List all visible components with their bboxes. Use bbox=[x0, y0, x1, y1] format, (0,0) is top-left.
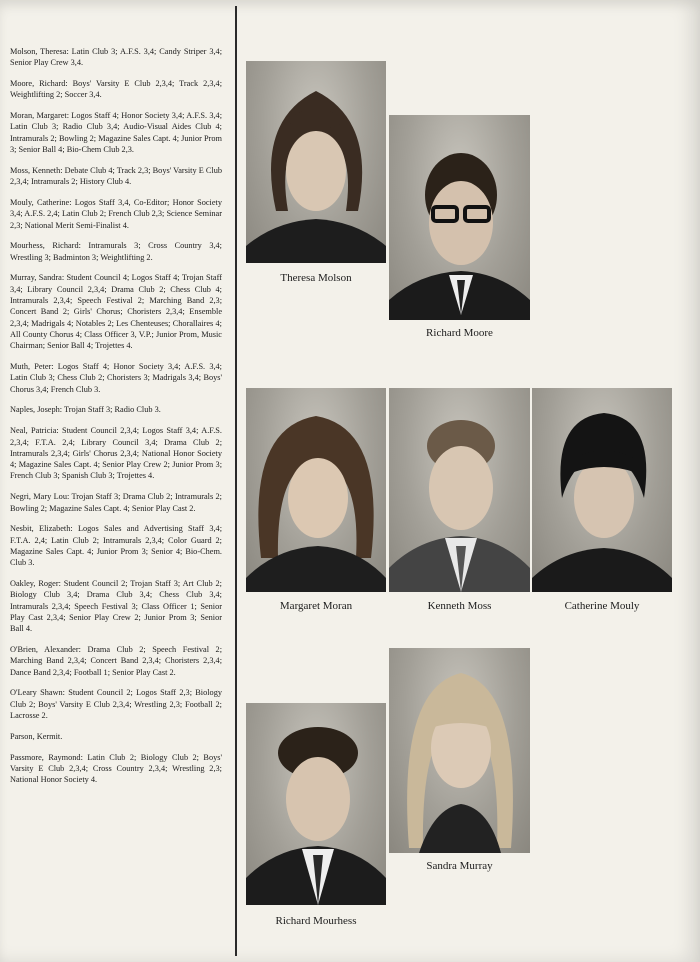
portrait-photo-richard-moore bbox=[389, 115, 530, 320]
bio-entry: Negri, Mary Lou: Trojan Staff 3; Drama Club 2; Intramurals 2; Bowling 2; Magazine Sales Capt. 4; Senior Play Cast 2. bbox=[10, 492, 222, 513]
portrait-photo-catherine-mouly bbox=[532, 388, 672, 592]
portrait-caption: Sandra Murray bbox=[426, 860, 493, 872]
portrait-caption: Theresa Molson bbox=[280, 272, 352, 284]
portrait-caption: Margaret Moran bbox=[279, 600, 353, 612]
portrait-photo-theresa-molson bbox=[246, 61, 386, 263]
portrait-photo-richard-mourhess bbox=[246, 703, 386, 905]
bio-entry: Nesbit, Elizabeth: Logos Sales and Advertising Staff 3,4; F.T.A. 2,4; Latin Club 2; Intramurals 2,3,4; Color Guard 2; Magazine Sales Capt. 4; Junior Prom 3; Senior 4; Bio-Chem. Club 3. bbox=[10, 524, 222, 568]
portrait-caption: Richard Moore bbox=[426, 327, 493, 339]
bio-entry: Mouly, Catherine: Logos Staff 3,4, Co-Editor; Honor Society 3,4; A.F.S. 2,4; Latin Club 2; French Club 2,3; Science Seminar 2,3; National Merit Semi-Finalist 4. bbox=[10, 197, 222, 230]
portrait-caption: Richard Mourhess bbox=[275, 915, 357, 927]
portrait-photo-margaret-moran bbox=[246, 388, 386, 592]
bio-entry: O'Brien, Alexander: Drama Club 2; Speech Festival 2; Marching Band 2,3,4; Concert Band 2,3,4; Choristers 2,3,4; Dance Band 2,3,4; Football 1; Senior Play Cast 2. bbox=[10, 644, 222, 677]
bio-entry: Muth, Peter: Logos Staff 4; Honor Society 3,4; A.F.S. 3,4; Latin Club 3; Chess Club 2; Choristers 3; Madrigals 3,4; Boys' Chorus 3,4; French Club 3. bbox=[10, 362, 222, 394]
bio-entry: Naples, Joseph: Trojan Staff 3; Radio Club 3. bbox=[10, 405, 161, 415]
bio-entry: Molson, Theresa: Latin Club 3; A.F.S. 3,4; Candy Striper 3,4; Senior Play Crew 3,4. bbox=[10, 47, 222, 68]
bio-entry: Moss, Kenneth: Debate Club 4; Track 2,3; Boys' Varsity E Club 2,3,4; Intramurals 2; History Club 4. bbox=[10, 165, 222, 187]
portrait-caption: Catherine Mouly bbox=[564, 600, 640, 612]
column-divider bbox=[235, 6, 237, 956]
bio-entry: Moore, Richard: Boys' Varsity E Club 2,3,4; Track 2,3,4; Weightlifting 2; Soccer 3,4. bbox=[10, 79, 222, 100]
portrait-photo-kenneth-moss bbox=[389, 388, 530, 592]
bio-entry: Mourhess, Richard: Intramurals 3; Cross Country 3,4; Wrestling 3; Badminton 3; Weightlifting 2. bbox=[10, 241, 222, 262]
portrait-caption: Kenneth Moss bbox=[427, 600, 492, 612]
bio-entry: O'Leary Shawn: Student Council 2; Logos Staff 2,3; Biology Club 2; Boys' Varsity E Club 2,3,4; Wrestling 2,3; Football 2; Lacrosse 2. bbox=[10, 688, 222, 720]
portrait-photo-sandra-murray bbox=[389, 648, 530, 853]
bio-entry: Passmore, Raymond: Latin Club 2; Biology Club 2; Boys' Varsity E Club 2,3,4; Cross Country 2,3,4; Wrestling 2,3; National Honor Society 4. bbox=[10, 752, 222, 785]
bio-entry: Oakley, Roger: Student Council 2; Trojan Staff 3; Art Club 2; Biology Club 3,4; Drama Club 3,4; Chess Club 3,4; Intramurals 2,3,4; Speech Festival 3; Class Officer 1; Senior Play Cast 2,3,4; Senior Play Crew 2; Junior Prom 3; Senior Ball 4. bbox=[10, 578, 222, 634]
bio-entry: Moran, Margaret: Logos Staff 4; Honor Society 3,4; A.F.S. 3,4; Latin Club 3; Radio Club 3,4; Audio-Visual Aides Club 4; Intramurals 2; Bowling 2; Magazine Sales Capt. 4; Junior Prom 3; Senior Ball 4; Bio-Chem Club 2,3. bbox=[10, 111, 222, 155]
bio-entry: Murray, Sandra: Student Council 4; Logos Staff 4; Trojan Staff 3,4; Library Council 2,3,4; Drama Club 2; Chess Club 4; Intramurals 2,3,4; Speech Festival 2; Marching Band 2,3; Concert Band 2; Girls' Chorus; Choristers 2,3,4; Ensemble 2,3,4; Madrigals 4; Notables 2; Les Chenteuses; Chorallaires 4; All County Chorus 4; Class Officer 3, V.P.; Junior Prom, Music Chairman; Senior Ball 4; Trojettes 4. bbox=[10, 273, 222, 351]
bio-entry: Parson, Kermit. bbox=[10, 731, 63, 741]
bio-entry: Neal, Patricia: Student Council 2,3,4; Logos Staff 3,4; A.F.S. 2,3,4; F.T.A. 2,4; Library Council 3,4; Drama Club 2; Intramurals 2,3,4; Girls' Chorus 2,3,4; National Honor Society 4; Magazine Sales Capt. 4; Senior Play Crew 2; Junior Prom 3; French Club 3; Spanish Club 3; Trojettes 4. bbox=[10, 426, 222, 481]
bio-column bbox=[10, 46, 222, 795]
